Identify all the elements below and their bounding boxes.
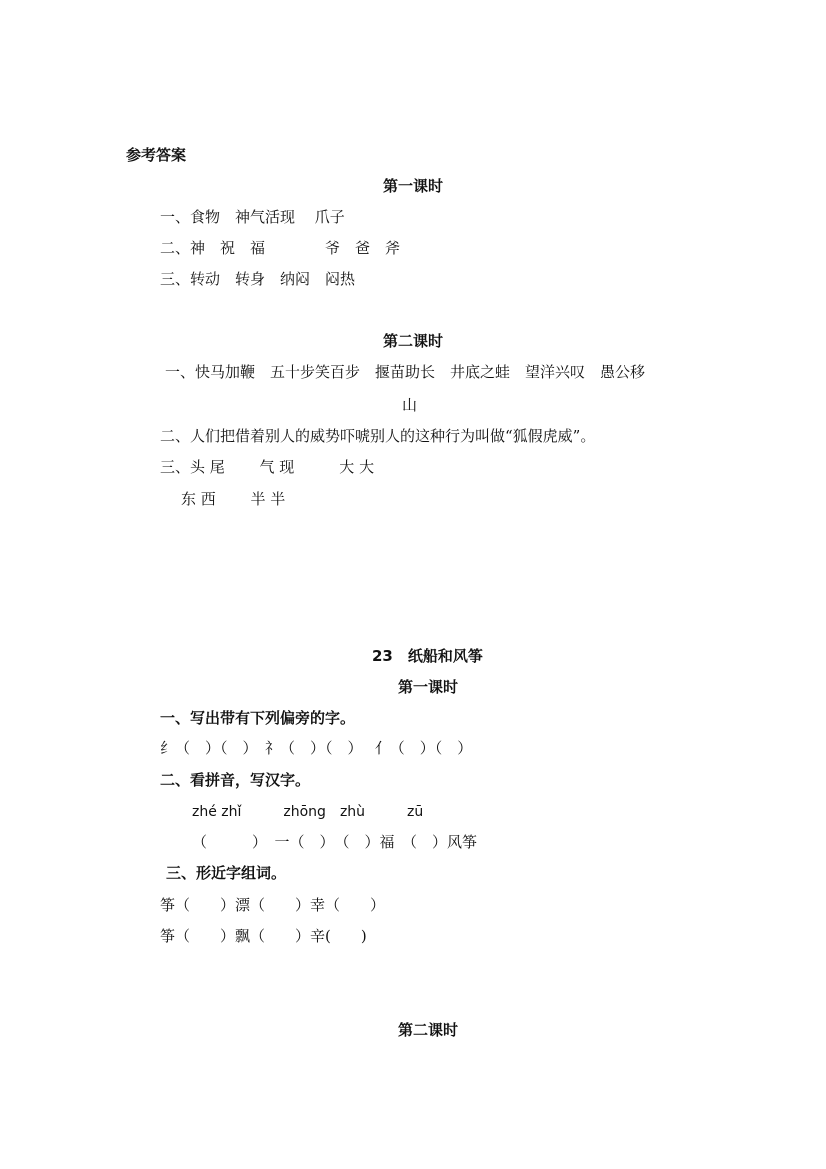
lesson2-answer-line-1: 一、快马加鞭 五十步笑百步 揠苗助长 井底之蛙 望洋兴叹 愚公移 bbox=[165, 363, 646, 381]
question-3-label: 三、形近字组词。 bbox=[166, 864, 287, 882]
question-1-radicals-line: 纟（ ）（ ） 礻（ ）（ ） 亻（ ）（ ） bbox=[160, 739, 473, 757]
answer-key-heading: 参考答案 bbox=[126, 146, 187, 164]
lesson1-answer-line-3: 三、转动 转身 纳闷 闷热 bbox=[160, 270, 356, 288]
question-2-label: 二、看拼音，写汉字。 bbox=[160, 771, 311, 789]
exercise-lesson1-title: 第一课时 bbox=[398, 678, 459, 696]
lesson2-answer-line-4: 东 西 半 半 bbox=[181, 490, 286, 508]
question-3-row-1: 筝（ ）漂（ ）幸（ ） bbox=[160, 896, 386, 914]
lesson2-answer-line-3: 三、头 尾 气 现 大 大 bbox=[160, 458, 375, 476]
lesson-23-title: 23 纸船和风筝 bbox=[372, 647, 483, 665]
question-2-pinyin-line: zhé zhǐ zhōng zhù zū bbox=[192, 804, 424, 820]
lesson1-answer-line-1: 一、食物 神气活现 爪子 bbox=[160, 208, 345, 226]
question-2-blanks-line: （ ） 一（ ） （ ）福 （ ）风筝 bbox=[192, 833, 478, 851]
lesson2-answer-line-2: 二、人们把借着别人的威势吓唬别人的这种行为叫做“狐假虎威”。 bbox=[160, 427, 596, 445]
lesson2-answer-line-1-continued: 山 bbox=[402, 396, 418, 414]
lesson2-title: 第二课时 bbox=[382, 332, 443, 350]
question-3-row-2: 筝（ ）飘（ ）辛( ) bbox=[160, 927, 367, 945]
lesson1-answer-line-2: 二、神 祝 福 爷 爸 斧 bbox=[160, 239, 401, 257]
lesson1-title: 第一课时 bbox=[382, 177, 443, 195]
question-1-label: 一、写出带有下列偏旁的字。 bbox=[160, 709, 356, 727]
exercise-lesson2-title: 第二课时 bbox=[398, 1021, 459, 1039]
